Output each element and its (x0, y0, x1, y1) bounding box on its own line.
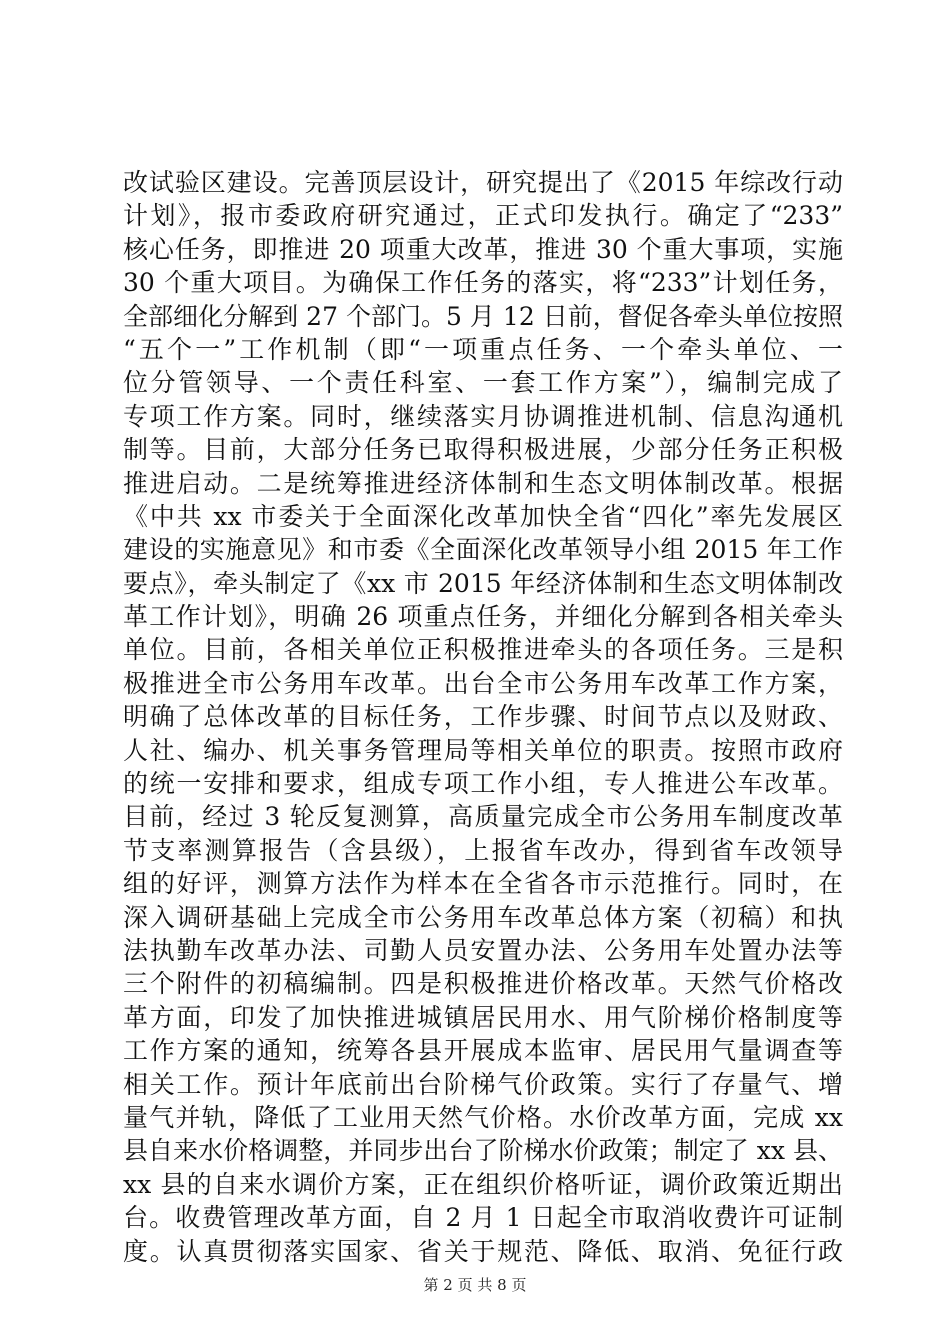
text-line: 位分管领导、一个责任科室、一套工作方案”），编制完成了 (123, 368, 843, 398)
text-line: 核心任务，即推进 20 项重大改革，推进 30 个重大事项，实施 (123, 234, 843, 264)
text-line: 全部细化分解到 27 个部门。5 月 12 日前，督促各牵头单位按照 (123, 301, 843, 331)
text-line: 明确了总体改革的目标任务，工作步骤、时间节点以及财政、 (123, 702, 843, 732)
text-line: 组的好评，测算方法作为样本在全省各市示范推行。同时，在 (123, 869, 843, 899)
text-line: 相关工作。预计年底前出台阶梯气价政策。实行了存量气、增 (123, 1069, 843, 1099)
text-line: 节支率测算报告（含县级），上报省车改办，得到省车改领导 (123, 835, 843, 865)
text-line: 深入调研基础上完成全市公务用车改革总体方案（初稿）和执 (123, 902, 843, 932)
text-line: 工作方案的通知，统筹各县开展成本监审、居民用气量调查等 (123, 1036, 843, 1066)
text-line: 度。认真贯彻落实国家、省关于规范、降低、取消、免征行政 (123, 1236, 843, 1266)
text-line: “五个一”工作机制（即“一项重点任务、一个牵头单位、一 (123, 334, 843, 364)
text-line: 30 个重大项目。为确保工作任务的落实，将“233”计划任务， (123, 268, 843, 298)
text-line: 《中共 xx 市委关于全面深化改革加快全省“四化”率先发展区 (123, 501, 843, 531)
text-line: 专项工作方案。同时，继续落实月协调推进机制、信息沟通机 (123, 401, 843, 431)
text-line: 三个附件的初稿编制。四是积极推进价格改革。天然气价格改 (123, 969, 843, 999)
text-line: 目前，经过 3 轮反复测算，高质量完成全市公务用车制度改革 (123, 802, 843, 832)
text-line: 要点》，牵头制定了《xx 市 2015 年经济体制和生态文明体制改 (123, 568, 843, 598)
text-line: 推进启动。二是统筹推进经济体制和生态文明体制改革。根据 (123, 468, 843, 498)
text-line: 县自来水价格调整，并同步出台了阶梯水价政策；制定了 xx 县、 (123, 1136, 843, 1166)
body-text (123, 166, 843, 1268)
text-line: 制等。目前，大部分任务已取得积极进展，少部分任务正积极 (123, 435, 843, 465)
text-line: 建设的实施意见》和市委《全面深化改革领导小组 2015 年工作 (123, 535, 843, 565)
text-line: 法执勤车改革办法、司勤人员安置办法、公务用车处置办法等 (123, 935, 843, 965)
text-line: 台。收费管理改革方面，自 2 月 1 日起全市取消收费许可证制 (123, 1203, 843, 1233)
page-number-footer: 第 2 页 共 8 页 (423, 1276, 527, 1294)
text-line: 人社、编办、机关事务管理局等相关单位的职责。按照市政府 (123, 735, 843, 765)
text-line: 量气并轨，降低了工业用天然气价格。水价改革方面，完成 xx (123, 1102, 843, 1132)
text-line: xx 县的自来水调价方案，正在组织价格听证，调价政策近期出 (123, 1169, 843, 1199)
text-line: 极推进全市公务用车改革。出台全市公务用车改革工作方案， (123, 668, 843, 698)
text-line: 的统一安排和要求，组成专项工作小组，专人推进公车改革。 (123, 769, 843, 799)
text-line: 改试验区建设。完善顶层设计，研究提出了《2015 年综改行动 (123, 168, 843, 197)
text-line: 革工作计划》，明确 26 项重点任务，并细化分解到各相关牵头 (123, 602, 843, 632)
text-line: 计划》，报市委政府研究通过，正式印发执行。确定了“233” (123, 201, 843, 231)
text-line: 革方面，印发了加快推进城镇居民用水、用气阶梯价格制度等 (123, 1002, 843, 1032)
text-line: 单位。目前，各相关单位正积极推进牵头的各项任务。三是积 (123, 635, 843, 665)
